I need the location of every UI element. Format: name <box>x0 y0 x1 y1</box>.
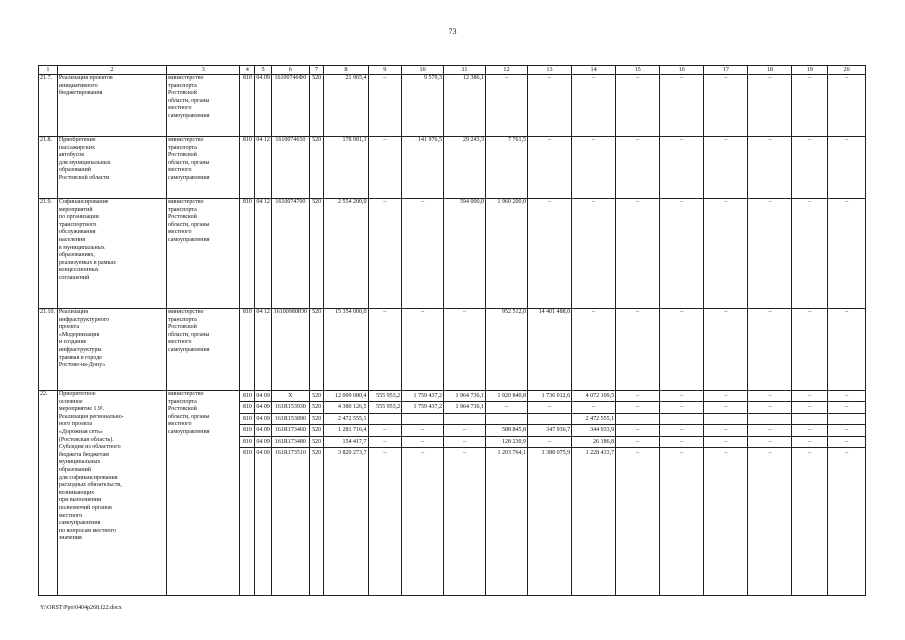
sub-line-value: 161R153890 <box>272 414 309 425</box>
sub-line-value: – <box>704 437 747 448</box>
column-number-20: 20 <box>828 66 866 75</box>
sub-line-value: – <box>616 437 659 448</box>
amount-col-17 <box>704 391 748 596</box>
table-row <box>39 137 866 199</box>
amount-col-11: – <box>444 309 486 391</box>
sub-line-value: 1 228 433,7 <box>585 449 615 456</box>
amount-col-19: – <box>792 309 828 391</box>
amount-col-13: – <box>527 137 571 199</box>
budget-code-c5: 04 09 <box>255 75 272 137</box>
file-path-footer: Y:\ORST\Ppo\0404p268.f22.docx <box>40 605 122 611</box>
sub-line-value: – <box>704 402 747 413</box>
sub-line-value <box>828 414 865 425</box>
amount-col-8 <box>324 391 368 596</box>
budget-code-c7: 520 <box>309 199 324 309</box>
sub-line-value: 04 09 <box>255 437 271 448</box>
amount-col-15: – <box>616 309 660 391</box>
sub-line-value: 810 <box>240 425 254 436</box>
amount-col-7 <box>309 391 324 596</box>
sub-line-value: – <box>748 437 791 448</box>
sub-line-value: – <box>704 391 747 402</box>
table-row <box>39 309 866 391</box>
amount-col-9: – <box>368 75 402 137</box>
amount-col-10: 9 579,3 <box>402 75 444 137</box>
amount-col-18: – <box>748 199 792 309</box>
amount-col-19: – <box>792 199 828 309</box>
sub-line-value: – <box>724 449 728 456</box>
sub-line-value <box>528 414 571 425</box>
sub-line-value: – <box>616 402 659 413</box>
amount-col-11: 29 243,3 <box>444 137 486 199</box>
sub-line-value: 2 472 555,1 <box>324 414 367 425</box>
sub-line-value: 1 281 716,4 <box>324 425 367 436</box>
column-number-18: 18 <box>748 66 792 75</box>
sub-line-value: 1 964 736,1 <box>444 402 485 413</box>
sub-line-value <box>402 414 443 425</box>
sub-line-value: – <box>792 425 827 436</box>
amount-col-11 <box>444 391 486 596</box>
amount-col-5 <box>255 391 272 596</box>
sub-line-value: 810 <box>242 449 252 456</box>
amount-col-18: – <box>748 75 792 137</box>
sub-line-value: 4 380 126,5 <box>324 402 367 413</box>
amount-col-12 <box>486 391 528 596</box>
budget-code-c7: 520 <box>309 309 324 391</box>
sub-line-value: – <box>792 391 827 402</box>
amount-col-20: – <box>828 75 866 137</box>
sub-line-value: 1 736 012,6 <box>528 391 571 402</box>
sub-line-value: – <box>660 437 703 448</box>
sub-line-value: – <box>383 449 387 456</box>
sub-line-value <box>748 414 791 425</box>
sub-line-value: 810 <box>240 402 254 413</box>
amount-col-16 <box>660 391 704 596</box>
sub-line-value: 810 <box>240 414 254 425</box>
amount-col-14: – <box>572 309 616 391</box>
sub-line-value <box>444 414 485 425</box>
sub-line-value: 04 09 <box>255 391 271 402</box>
program-funding-table <box>38 65 866 596</box>
amount-col-15: – <box>616 75 660 137</box>
sub-line-value <box>792 414 827 425</box>
sub-line-value: Х <box>272 391 309 402</box>
sub-line-value: 1 759 437,2 <box>402 402 443 413</box>
amount-col-11: 12 386,1 <box>444 75 486 137</box>
sub-line-value: 1 203 764,1 <box>497 449 526 456</box>
executor: министерство транспорта Ростовской области, органы местного самоуправления <box>167 309 240 391</box>
sub-line-value: – <box>704 425 747 436</box>
amount-col-16: – <box>660 309 704 391</box>
sub-line-value: 520 <box>310 414 324 425</box>
sub-line-value: 161R173510 <box>274 449 306 456</box>
column-number-6: 6 <box>271 66 309 75</box>
sub-line-value: – <box>528 402 571 413</box>
sub-line-value: 555 953,2 <box>369 402 402 413</box>
sub-line-value: 520 <box>310 425 324 436</box>
amount-col-20: – <box>828 309 866 391</box>
sub-line-value: – <box>402 437 443 448</box>
budget-code-c4: 810 <box>240 309 255 391</box>
column-number-19: 19 <box>792 66 828 75</box>
sub-line-value <box>616 414 659 425</box>
amount-col-17: – <box>704 75 748 137</box>
sub-line-value: 128 230,9 <box>486 437 527 448</box>
sub-line-value: – <box>421 449 425 456</box>
sub-line-value: – <box>660 425 703 436</box>
sub-line-value: 161R173460 <box>272 425 309 436</box>
row-number: 21.7. <box>39 75 58 137</box>
amount-col-4 <box>240 391 255 596</box>
amount-col-18: – <box>748 137 792 199</box>
amount-col-20: – <box>828 137 866 199</box>
sub-line-value: – <box>808 449 812 456</box>
column-number-3: 3 <box>167 66 240 75</box>
sub-line-value: 4 072 109,5 <box>572 391 615 402</box>
budget-code-c4: 810 <box>240 199 255 309</box>
amount-col-10: – <box>402 199 444 309</box>
amount-col-16: – <box>660 137 704 199</box>
sub-line-value: – <box>748 391 791 402</box>
sub-line-value: – <box>828 425 865 436</box>
column-number-12: 12 <box>486 66 528 75</box>
sub-line-value: 04 09 <box>255 402 271 413</box>
measure-name: Софинансирование мероприятий по организации транспортного обслуживания населения в муниципальных образованиях, реализуемых в рамках концессионных соглашений <box>57 199 166 309</box>
budget-code-c6: 1610074700 <box>271 199 309 309</box>
budget-code-c5: 04 12 <box>255 199 272 309</box>
amount-col-18 <box>748 391 792 596</box>
sub-line-value: 04 09 <box>255 425 271 436</box>
sub-line-value: – <box>792 402 827 413</box>
amount-col-17: – <box>704 309 748 391</box>
column-number-8: 8 <box>324 66 368 75</box>
table-row <box>39 75 866 137</box>
sub-line-value <box>369 414 402 425</box>
amount-col-8: 15 354 000,0 <box>324 309 368 391</box>
column-number-17: 17 <box>704 66 748 75</box>
sub-line-value: – <box>616 391 659 402</box>
sub-line-value: – <box>616 425 659 436</box>
sub-line-value: – <box>845 449 849 456</box>
column-number-5: 5 <box>255 66 272 75</box>
sub-line-value: 04 09 <box>256 449 270 456</box>
amount-col-14 <box>572 391 616 596</box>
sub-line-value <box>704 414 747 425</box>
amount-col-9 <box>368 391 402 596</box>
amount-col-12: 1 960 200,0 <box>486 199 528 309</box>
measure-name: Приоритетное основное мероприятие 1.9¹. Реализация регионально- ного проекта «Дорожная сеть» (Ростовская область). Субсидия из областного бюджета бюджетам муниципальных образований для софинансирования расходных обязательств, возникающих при выполнении полномочий органов местного самоуправления по вопросам местного значения <box>57 391 166 596</box>
amount-col-14: – <box>572 199 616 309</box>
executor: министерство транспорта Ростовской области, органы местного самоуправления <box>167 75 240 137</box>
measure-name: Реализация инфраструктурного проекта «Модернизация и создание инфраструктуры трамвая в городе Ростове-на-Дону» <box>57 309 166 391</box>
column-number-10: 10 <box>402 66 444 75</box>
sub-line-value: – <box>444 425 485 436</box>
sub-line-value: 810 <box>240 437 254 448</box>
sub-line-value: 1 388 075,9 <box>541 449 571 456</box>
sub-line-value: 161R153930 <box>272 402 309 413</box>
amount-col-20: – <box>828 199 866 309</box>
amount-col-8: 178 981,3 <box>324 137 368 199</box>
sub-line-value: 344 933,9 <box>572 425 615 436</box>
sub-line-value: – <box>748 402 791 413</box>
amount-col-15 <box>616 391 660 596</box>
sub-line-value: 520 <box>310 402 324 413</box>
sub-line-value: – <box>572 402 615 413</box>
amount-col-19 <box>792 391 828 596</box>
amount-col-9: – <box>368 199 402 309</box>
budget-code-c6: 1610074650 <box>271 137 309 199</box>
amount-col-8: 21 965,4 <box>324 75 368 137</box>
amount-col-10 <box>402 391 444 596</box>
sub-line-value: 04 09 <box>255 414 271 425</box>
sub-line-value: – <box>660 391 703 402</box>
sub-line-value: 810 <box>240 391 254 402</box>
sub-line-value: – <box>828 437 865 448</box>
sub-line-value: 588 845,8 <box>486 425 527 436</box>
sub-line-value: 1 964 736,1 <box>444 391 485 402</box>
amount-col-17: – <box>704 199 748 309</box>
sub-line-value: – <box>402 425 443 436</box>
sub-line-value: 154 417,7 <box>324 437 367 448</box>
sub-line-value: 347 936,7 <box>528 425 571 436</box>
column-number-7: 7 <box>309 66 324 75</box>
measure-name: Приобретение пассажирских автобусов для муниципальных образований Ростовской области <box>57 137 166 199</box>
executor: министерство транспорта Ростовской области, органы местного самоуправления <box>167 199 240 309</box>
budget-code-c4: 810 <box>240 137 255 199</box>
column-number-row <box>39 66 866 75</box>
sub-line-value <box>486 414 527 425</box>
amount-col-11: 594 000,0 <box>444 199 486 309</box>
sub-line-value: – <box>528 437 571 448</box>
budget-code-c6: 16100746Ф0 <box>271 75 309 137</box>
sub-line-value: – <box>486 402 527 413</box>
amount-col-20 <box>828 391 866 596</box>
amount-col-10: – <box>402 309 444 391</box>
amount-col-12: 7 761,5 <box>486 137 528 199</box>
amount-col-14: – <box>572 75 616 137</box>
sub-line-value: 555 953,2 <box>369 391 402 402</box>
executor: министерство транспорта Ростовской области, органы местного самоуправления <box>167 137 240 199</box>
sub-line-value: – <box>660 402 703 413</box>
amount-col-9: – <box>368 309 402 391</box>
row-number: 21.10. <box>39 309 58 391</box>
sub-line-value: – <box>444 437 485 448</box>
column-number-11: 11 <box>444 66 486 75</box>
sub-line-value: 520 <box>310 437 324 448</box>
row-number: 21.9. <box>39 199 58 309</box>
amount-col-17: – <box>704 137 748 199</box>
sub-line-value: – <box>792 437 827 448</box>
sub-line-value: 161R173480 <box>272 437 309 448</box>
sub-line-value: – <box>768 449 772 456</box>
sub-line-value: 1 920 840,8 <box>486 391 527 402</box>
amount-col-16: – <box>660 75 704 137</box>
sub-line-value <box>660 414 703 425</box>
sub-line-value: – <box>463 449 467 456</box>
amount-col-13: – <box>527 75 571 137</box>
column-number-15: 15 <box>616 66 660 75</box>
amount-col-8: 2 554 200,0 <box>324 199 368 309</box>
sub-line-value: – <box>369 425 402 436</box>
sub-line-value: – <box>369 437 402 448</box>
amount-col-13 <box>527 391 571 596</box>
amount-col-9: – <box>368 137 402 199</box>
column-number-2: 2 <box>57 66 166 75</box>
page-number: 73 <box>448 27 457 36</box>
row-number: 22. <box>39 391 58 596</box>
column-number-1: 1 <box>39 66 58 75</box>
budget-code-c4: 810 <box>240 75 255 137</box>
measure-name: Реализация проектов инициативного бюджетирования <box>57 75 166 137</box>
amount-col-13: 14 401 488,0 <box>527 309 571 391</box>
budget-code-c5: 04 12 <box>255 137 272 199</box>
table-row <box>39 391 866 596</box>
amount-col-19: – <box>792 137 828 199</box>
sub-line-value: – <box>680 449 684 456</box>
column-number-9: 9 <box>368 66 402 75</box>
amount-col-19: – <box>792 75 828 137</box>
amount-col-10: 141 976,5 <box>402 137 444 199</box>
amount-col-13: – <box>527 199 571 309</box>
sub-line-value: 2 472 555,1 <box>572 414 615 425</box>
amount-col-18: – <box>748 309 792 391</box>
amount-col-16: – <box>660 199 704 309</box>
sub-line-value: 3 820 273,7 <box>338 449 367 456</box>
amount-col-12: 952 512,0 <box>486 309 528 391</box>
amount-col-12: – <box>486 75 528 137</box>
sub-line-value: 12 009 080,4 <box>324 391 367 402</box>
column-number-13: 13 <box>527 66 571 75</box>
sub-line-value: 520 <box>312 449 322 456</box>
sub-line-value: – <box>748 425 791 436</box>
column-number-16: 16 <box>660 66 704 75</box>
sub-line-value: – <box>828 391 865 402</box>
amount-col-15: – <box>616 199 660 309</box>
amount-col-15: – <box>616 137 660 199</box>
sub-line-value: 1 759 437,2 <box>402 391 443 402</box>
sub-line-value: 520 <box>310 391 324 402</box>
sub-line-value: – <box>636 449 640 456</box>
sub-line-value: 26 186,8 <box>572 437 615 448</box>
amount-col-14: – <box>572 137 616 199</box>
budget-code-c5: 04 12 <box>255 309 272 391</box>
table-row <box>39 199 866 309</box>
column-number-14: 14 <box>572 66 616 75</box>
budget-code-c7: 520 <box>309 75 324 137</box>
row-number: 21.8. <box>39 137 58 199</box>
amount-col-6 <box>271 391 309 596</box>
executor: министерство транспорта Ростовской области, органы местного самоуправления <box>167 391 240 596</box>
column-number-4: 4 <box>240 66 255 75</box>
sub-line-value: – <box>828 402 865 413</box>
budget-code-c6: 16100980Ю0 <box>271 309 309 391</box>
budget-code-c7: 520 <box>309 137 324 199</box>
